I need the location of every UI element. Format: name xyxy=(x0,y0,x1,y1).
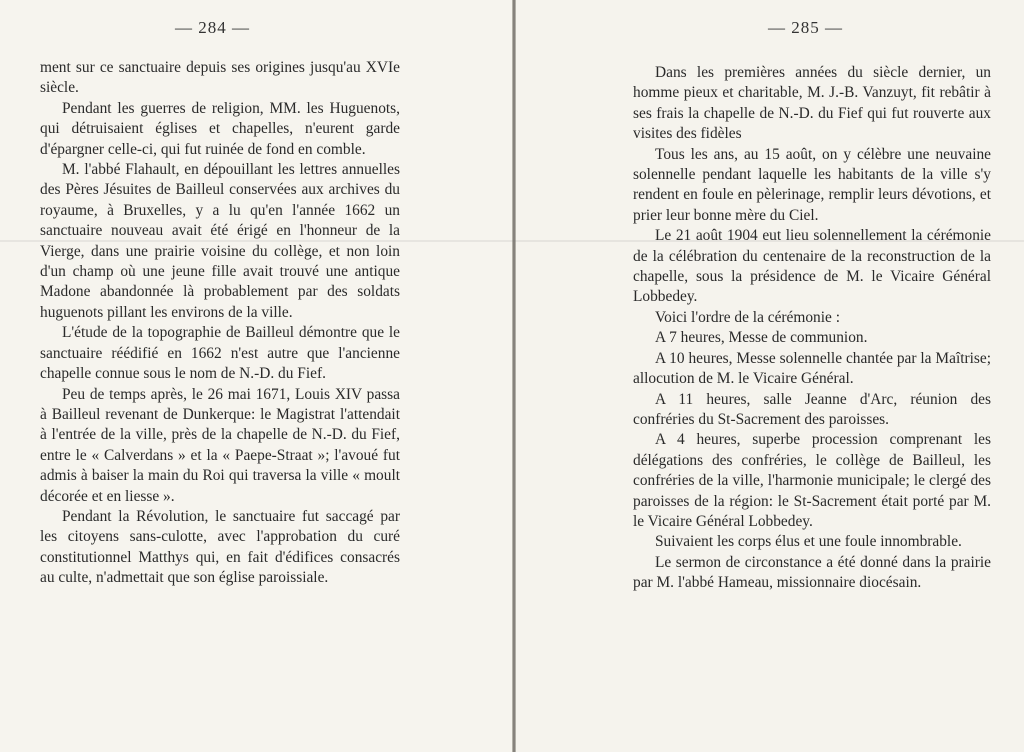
paragraph: M. l'abbé Flahault, en dépouillant les lettres annuelles des Pères Jésuites de Bailleul conservées aux archives du royaume, à Bruxelles, y a lu qu'en l'année 1662 un sanctuaire nouveau avait été érigé en l'honneur de la Vierge, dans une prairie voisine du collège, et non loin d'un champ où une jeune fille avait trouvé une antique Madone abandonnée là probablement par des soldats huguenots pillant les environs de la ville. xyxy=(40,161,400,321)
paragraph: Voici l'ordre de la cérémonie : xyxy=(655,308,840,326)
page-fold-line xyxy=(0,240,1024,242)
left-page-text xyxy=(40,58,400,589)
paragraph: Le 21 août 1904 eut lieu solennellement la cérémonie de la célébration du centenaire de la reconstruction de la chapelle, sous la présidence de M. le Vicaire Général Lobbedey. xyxy=(633,227,991,306)
paragraph: Pendant les guerres de religion, MM. les Huguenots, qui détruisaient églises et chapelles, n'eurent garde d'épargner celle-ci, qui fut ruinée de fond en comble. xyxy=(40,99,400,158)
paragraph: A 4 heures, superbe procession comprenant les délégations des confréries, le collège de Bailleul, les confréries de la ville, l'harmonie municipale; le clergé des paroisses de la région: le St-Sacrement était porté par M. le Vicaire Général Lobbedey. xyxy=(633,431,991,530)
paragraph: A 7 heures, Messe de communion. xyxy=(655,329,868,347)
page-number-left: — 284 — xyxy=(175,18,250,37)
page-number-right: — 285 — xyxy=(768,18,843,37)
paragraph: Peu de temps après, le 26 mai 1671, Louis XIV passa à Bailleul revenant de Dunkerque: le Magistrat l'attendait à l'entrée de la ville, près de la chapelle de N.-D. du Fief, entre le « Calverdans » et la « Paepe-Straat »; l'avoué fut admis à baiser la main du Roi qui traversa la ville « moult décorée et en liesse ». xyxy=(40,385,400,505)
paragraph: A 10 heures, Messe solennelle chantée par la Maîtrise; allocution de M. le Vicaire Général. xyxy=(633,349,991,388)
paragraph: Tous les ans, au 15 août, on y célèbre une neuvaine solennelle pendant laquelle les habitants de la ville s'y rendent en foule en pèlerinage, remplir leurs dévotions, et prier leur bonne mère du Ciel. xyxy=(633,145,991,224)
right-page-text xyxy=(633,63,991,594)
paragraph: Dans les premières années du siècle dernier, un homme pieux et charitable, M. J.-B. Vanzuyt, fit rebâtir à ses frais la chapelle de N.-D. du Fief qui fut rouverte aux visites des fidèles xyxy=(633,64,991,143)
paragraph: Le sermon de circonstance a été donné dans la prairie par M. l'abbé Hameau, missionnaire diocésain. xyxy=(633,553,991,592)
paragraph: Pendant la Révolution, le sanctuaire fut saccagé par les citoyens sans-culotte, avec l'approbation du curé constitutionnel Matthys qui, en fait d'édifices consacrés au culte, n'admettait que son église paroissiale. xyxy=(40,507,400,587)
paragraph: ment sur ce sanctuaire depuis ses origines jusqu'au XVIe siècle. xyxy=(40,59,400,97)
paragraph: Suivaient les corps élus et une foule innombrable. xyxy=(655,533,962,551)
paragraph: A 11 heures, salle Jeanne d'Arc, réunion des confréries du St-Sacrement des paroisses. xyxy=(633,390,991,428)
paragraph: L'étude de la topographie de Bailleul démontre que le sanctuaire réédifié en 1662 n'est autre que l'ancienne chapelle connue sous le nom de N.-D. du Fief. xyxy=(40,324,400,383)
right-page xyxy=(516,0,1024,752)
